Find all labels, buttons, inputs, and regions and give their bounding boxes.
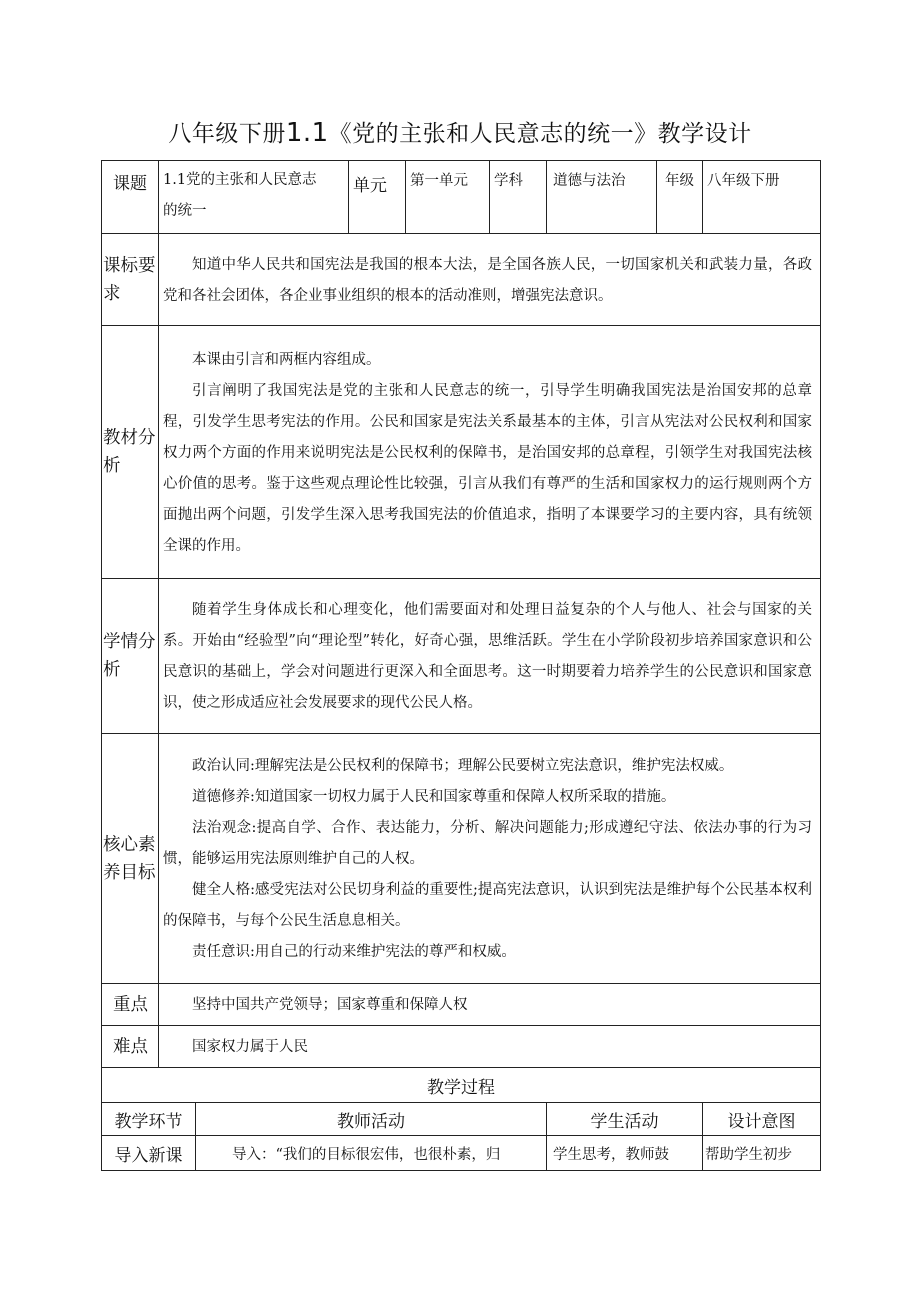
goals-label: 核心素养目标 (102, 734, 159, 984)
teacher-activity-cell: 导入：“我们的目标很宏伟，也很朴素，归 (196, 1136, 547, 1171)
material-label: 教材分析 (102, 326, 159, 579)
curriculum-label: 课标要求 (102, 234, 159, 326)
goal-item: 法治观念:提高自学、合作、表达能力，分析、解决问题能力;形成遵纪守法、依法办事的行为习惯，能够运用宪法原则维护自己的人权。 (163, 820, 812, 867)
key-points-label: 重点 (102, 984, 159, 1026)
students-text: 随着学生身体成长和心理变化，他们需要面对和处理日益复杂的个人与他人、社会与国家的关系。开始由“经验型”向“理论型”转化，好奇心强，思维活跃。学生在小学阶段初步培养国家意识和公民意识的基础上，学会对问题进行更深入和全面思考。这一时期要着力培养学生的公民意识和国家意识，使之形成适应社会发展要求的现代公民人格。 (163, 602, 812, 711)
unit-value: 第一单元 (406, 161, 490, 234)
header-row (102, 161, 821, 234)
title-rest: 《党的主张和人民意志的统一》教学设计 (328, 121, 752, 147)
goal-item: 道德修养:知道国家一切权力属于人民和国家尊重和保障人权所采取的措施。 (192, 789, 676, 805)
difficulties-label: 难点 (102, 1026, 159, 1068)
difficulties-row (102, 1026, 821, 1068)
unit-label: 单元 (349, 161, 406, 234)
material-paragraph-1: 本课由引言和两框内容组成。 (192, 351, 381, 368)
grade-label: 年级 (657, 161, 703, 234)
process-columns-row (102, 1103, 821, 1136)
goals-row (102, 734, 821, 984)
design-intent-cell: 帮助学生初步 (703, 1136, 821, 1171)
process-heading: 教学过程 (102, 1068, 821, 1103)
material-row (102, 326, 821, 579)
difficulties-cell (159, 1026, 821, 1068)
curriculum-row (102, 234, 821, 326)
material-paragraph-2: 引言阐明了我国宪法是党的主张和人民意志的统一，引导学生明确我国宪法是治国安邦的总章程，引发学生思考宪法的作用。公民和国家是宪法关系最基本的主体，引言从宪法对公民权利和国家权力两个方面的作用来说明宪法是公民权利的保障书，是治国安邦的总章程，引领学生对我国宪法核心价值的思考。鉴于这些观点理论性比较强，引言从我们有尊严的生活和国家权力的运行规则两个方面抛出两个问题，引发学生深入思考我国宪法的价值追求，指明了本课要学习的主要内容，具有统领全课的作用。 (163, 382, 812, 554)
students-cell (159, 579, 821, 734)
goal-item: 政治认同:理解宪法是公民权利的保障书；理解公民要树立宪法意识，维护宪法权威。 (192, 758, 734, 774)
topic-value: 1.1党的主张和人民意志 的统一 (159, 161, 349, 234)
difficulties-text: 国家权力属于人民 (192, 1039, 308, 1055)
students-row (102, 579, 821, 734)
curriculum-cell (159, 234, 821, 326)
document-title (0, 115, 920, 148)
col-intent-header: 设计意图 (703, 1103, 821, 1136)
col-teacher-header: 教师活动 (196, 1103, 547, 1136)
key-points-row (102, 984, 821, 1026)
goals-cell (159, 734, 821, 984)
process-heading-row (102, 1068, 821, 1103)
goal-item: 责任意识:用自己的行动来维护宪法的尊严和权威。 (192, 944, 516, 960)
col-stage-header: 教学环节 (102, 1103, 196, 1136)
col-student-header: 学生活动 (547, 1103, 703, 1136)
process-row (102, 1136, 821, 1171)
key-points-cell (159, 984, 821, 1026)
curriculum-text: 知道中华人民共和国宪法是我国的根本大法，是全国各族人民，一切国家机关和武装力量，各政党和各社会团体，各企业事业组织的根本的活动准则，增强宪法意识。 (163, 256, 812, 304)
title-number: 1.1 (285, 118, 329, 148)
lesson-plan-table (101, 160, 821, 1171)
subject-value: 道德与法治 (547, 161, 657, 234)
student-activity-cell: 学生思考，教师鼓 (547, 1136, 703, 1171)
subject-label: 学科 (490, 161, 547, 234)
stage-cell: 导入新课 (102, 1136, 196, 1171)
grade-value: 八年级下册 (703, 161, 821, 234)
title-prefix: 八年级下册 (168, 121, 286, 147)
key-points-text: 坚持中国共产党领导；国家尊重和保障人权 (192, 997, 468, 1013)
material-cell (159, 326, 821, 579)
goal-item: 健全人格:感受宪法对公民切身利益的重要性;提高宪法意识，认识到宪法是维护每个公民基本权利的保障书，与每个公民生活息息相关。 (163, 882, 812, 929)
students-label: 学情分析 (102, 579, 159, 734)
topic-label: 课题 (102, 161, 159, 234)
